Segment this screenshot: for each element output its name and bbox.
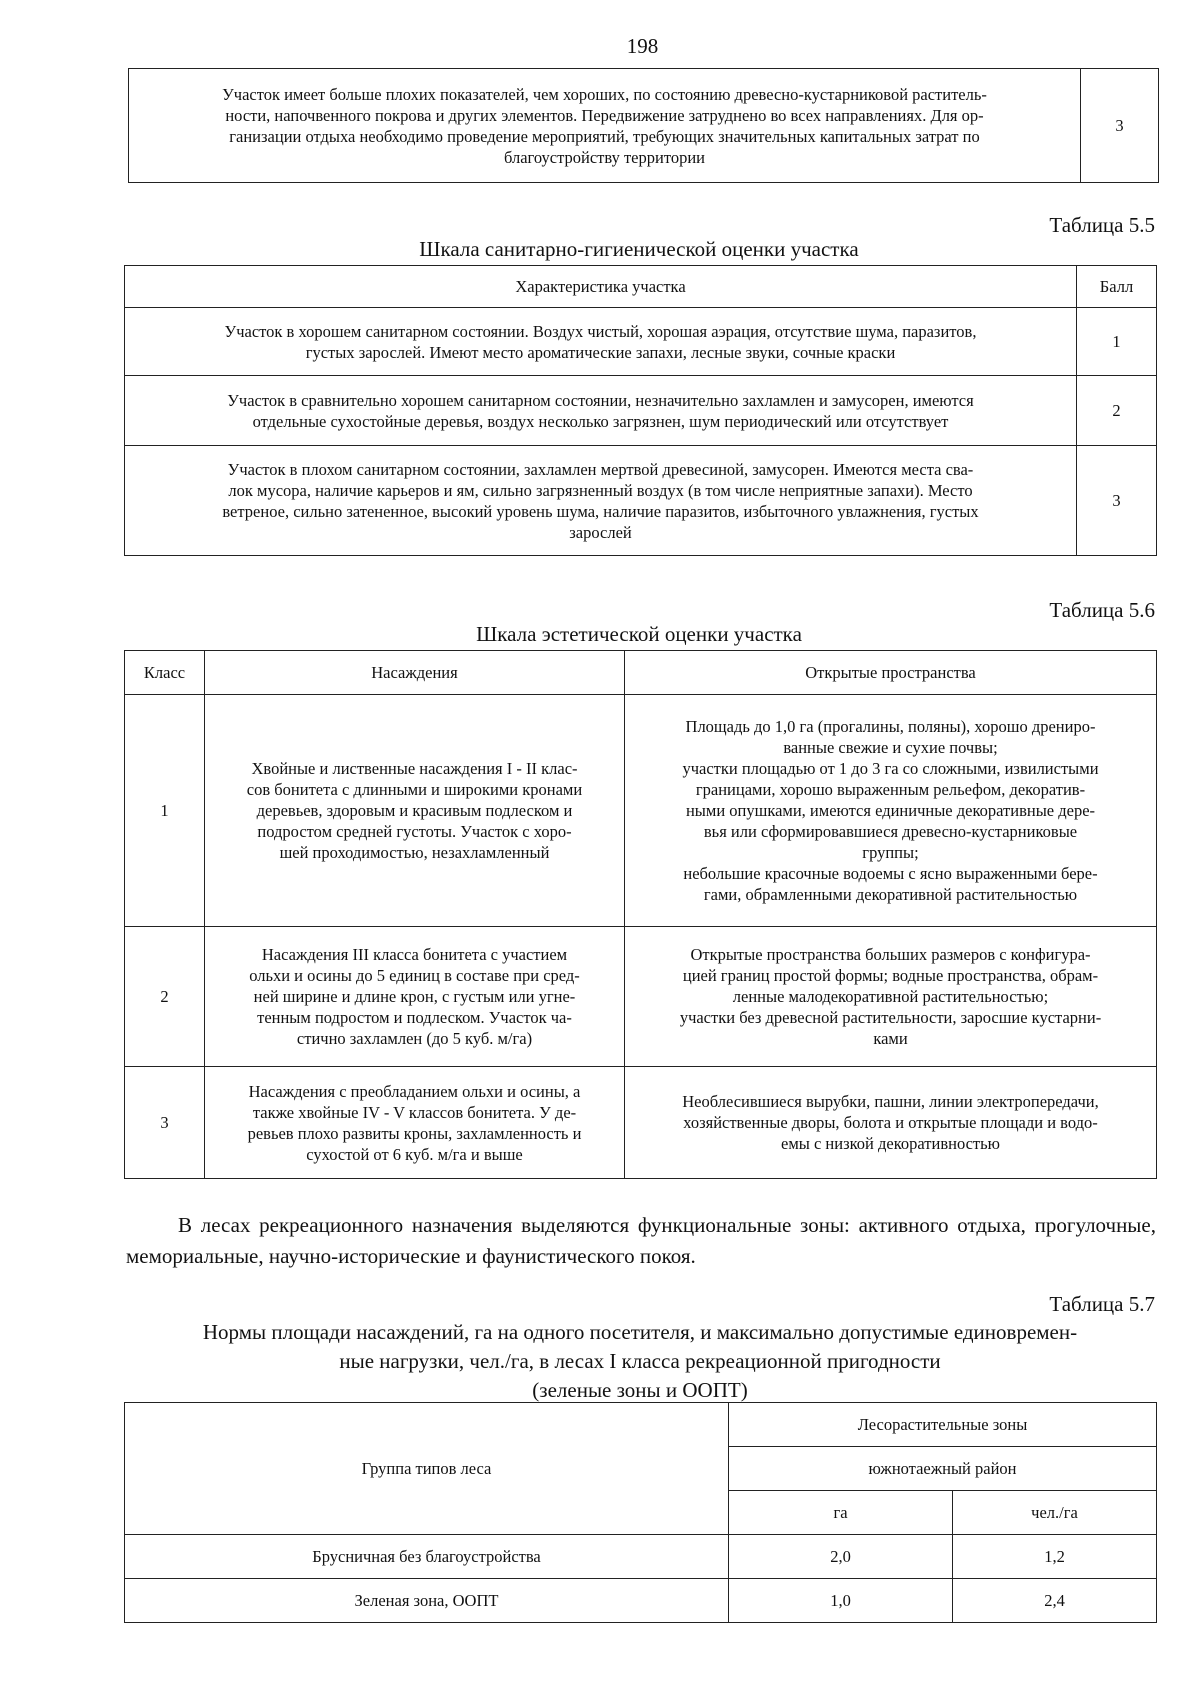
- table-row: [125, 376, 1157, 446]
- header-class: Класс: [125, 651, 205, 695]
- table-5-6: [124, 650, 1157, 1179]
- row-1-name: Брусничная без благоустройства: [125, 1535, 729, 1579]
- table-row: [125, 446, 1157, 556]
- continuation-table: [128, 68, 1159, 183]
- row-3-text: Участок в плохом санитарном состоянии, захламлен мертвой древесиной, замусорен. Имеются места сва- лок мусора, наличие карьеров и ям, сильно загрязненный воздух (в том числе неприятные запахи). Место ветреное, сильно затененное, высокий уровень шума, наличие паразитов, избыточного увлажнения, густых зарослей: [125, 446, 1077, 556]
- header-open-spaces: Открытые пространства: [625, 651, 1157, 695]
- table-header-row: [125, 1403, 1157, 1447]
- row-2-ha: 1,0: [729, 1579, 953, 1623]
- row-1-ha: 2,0: [729, 1535, 953, 1579]
- table-5-5-title: Шкала санитарно-гигиенической оценки участка: [419, 237, 859, 261]
- row-3-class: 3: [125, 1067, 205, 1179]
- row-2-text: Участок в сравнительно хорошем санитарном состоянии, незначительно захламлен и замусорен, имеются отдельные сухостойные деревья, воздух несколько загрязнен, шум периодический или отсутствует: [125, 376, 1077, 446]
- table-header-row: [125, 266, 1157, 308]
- header-characteristic: Характеристика участка: [125, 266, 1077, 308]
- header-plantings: Насаждения: [205, 651, 625, 695]
- cell-score: 3: [1081, 69, 1159, 183]
- row-1-plantings: Хвойные и лиственные насаждения I - II клас- сов бонитета с длинными и широкими кронами деревьев, здоровым и красивым подлеском и подростом средней густоты. Участок с хоро- шей проходимостью, незахламленный: [205, 695, 625, 927]
- header-score: Балл: [1077, 266, 1157, 308]
- header-region: южнотаежный район: [729, 1447, 1157, 1491]
- page-number: 198: [626, 34, 659, 58]
- row-1-class: 1: [125, 695, 205, 927]
- table-5-7-title: Нормы площади насаждений, га на одного посетителя, и максимально допустимые единовремен- ные нагрузки, чел./га, в лесах I класса рекреационной пригодности (зеленые зоны и ООПТ): [202, 1320, 1078, 1402]
- row-3-plantings: Насаждения с преобладанием ольхи и осины, а также хвойные IV - V классов бонитета. У де- ревьев плохо развиты кроны, захламленность и сухостой от 6 куб. м/га и выше: [205, 1067, 625, 1179]
- table-row: [129, 69, 1159, 183]
- row-3-open-spaces: Необлесившиеся вырубки, пашни, линии электропередачи, хозяйственные дворы, болота и открытые площади и водо- емы с низкой декоративностью: [625, 1067, 1157, 1179]
- table-header-row: [125, 651, 1157, 695]
- row-2-open-spaces: Открытые пространства больших размеров с конфигура- цией границ простой формы; водные пространства, обрам- ленные малодекоративной растительностью; участки без древесной растительности, заросшие кустарни- ками: [625, 927, 1157, 1067]
- body-paragraph: В лесах рекреационного назначения выделяются функциональные зоны: активного отдыха, прогулочные, мемориальные, научно-исторические и фаунистического покоя.: [126, 1213, 1156, 1268]
- table-row: [125, 1535, 1157, 1579]
- table-5-5: [124, 265, 1157, 556]
- table-5-7-label: Таблица 5.7: [1049, 1292, 1155, 1316]
- header-forest-group: Группа типов леса: [125, 1403, 729, 1535]
- table-row: [125, 927, 1157, 1067]
- header-ha: га: [729, 1491, 953, 1535]
- row-1-score: 1: [1077, 308, 1157, 376]
- row-2-name: Зеленая зона, ООПТ: [125, 1579, 729, 1623]
- row-2-class: 2: [125, 927, 205, 1067]
- table-5-6-label: Таблица 5.6: [1049, 598, 1155, 622]
- row-2-plantings: Насаждения III класса бонитета с участием ольхи и осины до 5 единиц в составе при сред- ней ширине и длине крон, с густым или угне- тенным подростом и подлеском. Участок ча- стично захламлен (до 5 куб. м/га): [205, 927, 625, 1067]
- row-1-text: Участок в хорошем санитарном состоянии. Воздух чистый, хорошая аэрация, отсутствие шума, паразитов, густых зарослей. Имеют место ароматические запахи, лесные звуки, сочные краски: [125, 308, 1077, 376]
- row-3-score: 3: [1077, 446, 1157, 556]
- cell-description: Участок имеет больше плохих показателей, чем хороших, по состоянию древесно-кустарниковой раститель- ности, напочвенного покрова и других элементов. Передвижение затруднено во всех направлениях. Для ор- ганизации отдыха необходимо проведение мероприятий, требующих значительных капитальных затрат по благоустройству территории: [129, 69, 1081, 183]
- table-row: [125, 1067, 1157, 1179]
- table-5-7: [124, 1402, 1157, 1623]
- header-people-per-ha: чел./га: [953, 1491, 1157, 1535]
- table-5-5-label: Таблица 5.5: [1049, 213, 1155, 237]
- table-row: [125, 308, 1157, 376]
- table-row: [125, 695, 1157, 927]
- table-5-6-title: Шкала эстетической оценки участка: [476, 622, 802, 646]
- row-1-people: 1,2: [953, 1535, 1157, 1579]
- table-row: [125, 1579, 1157, 1623]
- row-2-score: 2: [1077, 376, 1157, 446]
- row-2-people: 2,4: [953, 1579, 1157, 1623]
- row-1-open-spaces: Площадь до 1,0 га (прогалины, поляны), хорошо дрениро- ванные свежие и сухие почвы; участки площадью от 1 до 3 га со сложными, извилистыми границами, хорошо выраженным рельефом, декоратив- ными опушками, имеются единичные декоративные дере- вья или сформировавшиеся древесно-кустарниковые группы; небольшие красочные водоемы с ясно выраженными бере- гами, обрамленными декоративной растительностью: [625, 695, 1157, 927]
- header-forest-zones: Лесорастительные зоны: [729, 1403, 1157, 1447]
